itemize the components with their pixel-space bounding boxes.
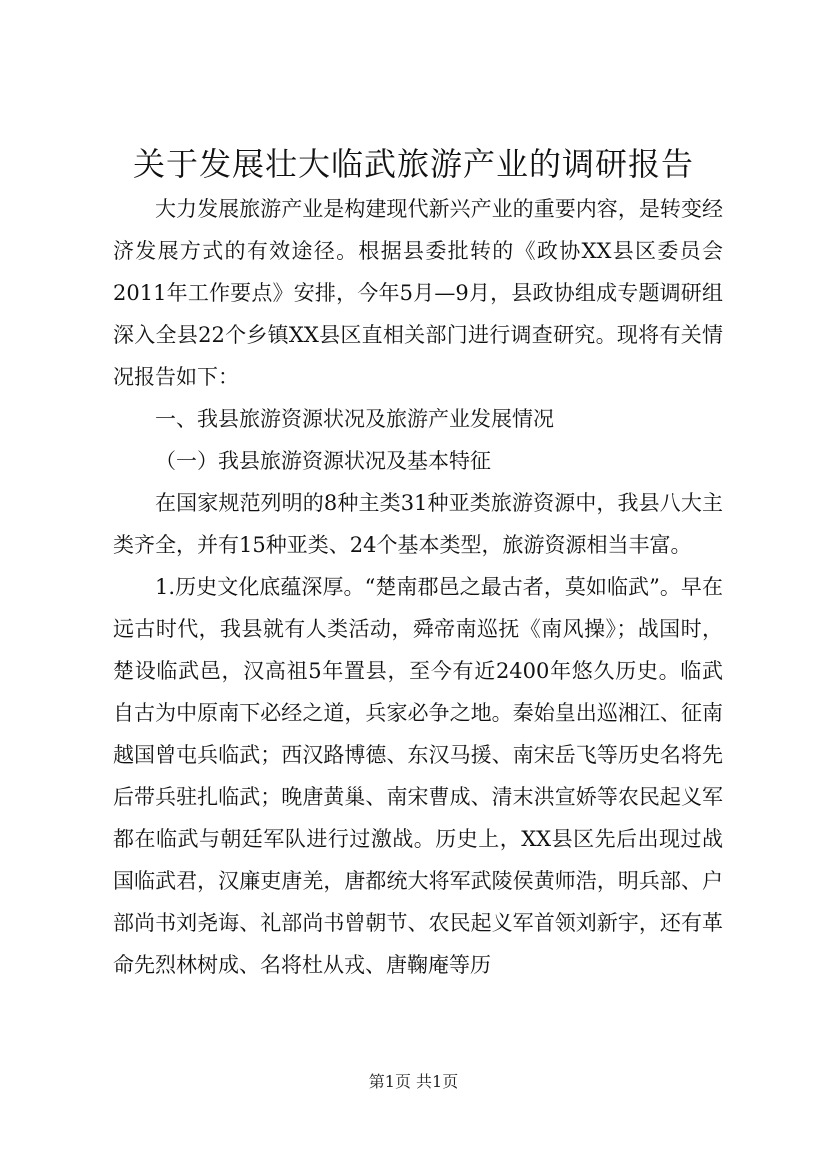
document-title: 关于发展壮大临武旅游产业的调研报告 (132, 145, 694, 183)
document-body (113, 188, 723, 986)
paragraph-history: 1.历史文化底蕴深厚。“楚南郡邑之最古者，莫如临武”。早在远古时代，我县就有人类活动，舜帝南巡抚《南风操》；战国时，楚设临武邑，汉高祖5年置县，至今有近2400年悠久历史。临武自古为中原南下必经之道，兵家必争之地。秦始皇出巡湘江、征南越国曾屯兵临武；西汉路博德、东汉马援、南宋岳飞等历史名将先后带兵驻扎临武；晚唐黄巢、南宋曹成、清末洪宣娇等农民起义军都在临武与朝廷军队进行过激战。历史上，XX县区先后出现过战国临武君，汉廉吏唐羌，唐都统大将军武陵侯黄师浩，明兵部、户部尚书刘尧诲、礼部尚书曾朝节、农民起义军首领刘新宇，还有革命先烈林树成、名将杜从戎、唐鞠庵等历 (113, 575, 723, 977)
subsection-heading-1: （一）我县旅游资源状况及基本特征 (155, 449, 491, 473)
paragraph-intro: 大力发展旅游产业是构建现代新兴产业的重要内容，是转变经济发展方式的有效途径。根据县委批转的《政协XX县区委员会2011年工作要点》安排，今年5月—9月，县政协组成专题调研组深入全县22个乡镇XX县区直相关部门进行调查研究。现将有关情况报告如下： (113, 197, 723, 389)
section-heading-1: 一、我县旅游资源状况及旅游产业发展情况 (155, 407, 554, 431)
paragraph-resources: 在国家规范列明的8种主类31种亚类旅游资源中，我县八大主类齐全，并有15种亚类、24个基本类型，旅游资源相当丰富。 (113, 491, 723, 557)
page-number: 第1页 共1页 (368, 1072, 459, 1091)
